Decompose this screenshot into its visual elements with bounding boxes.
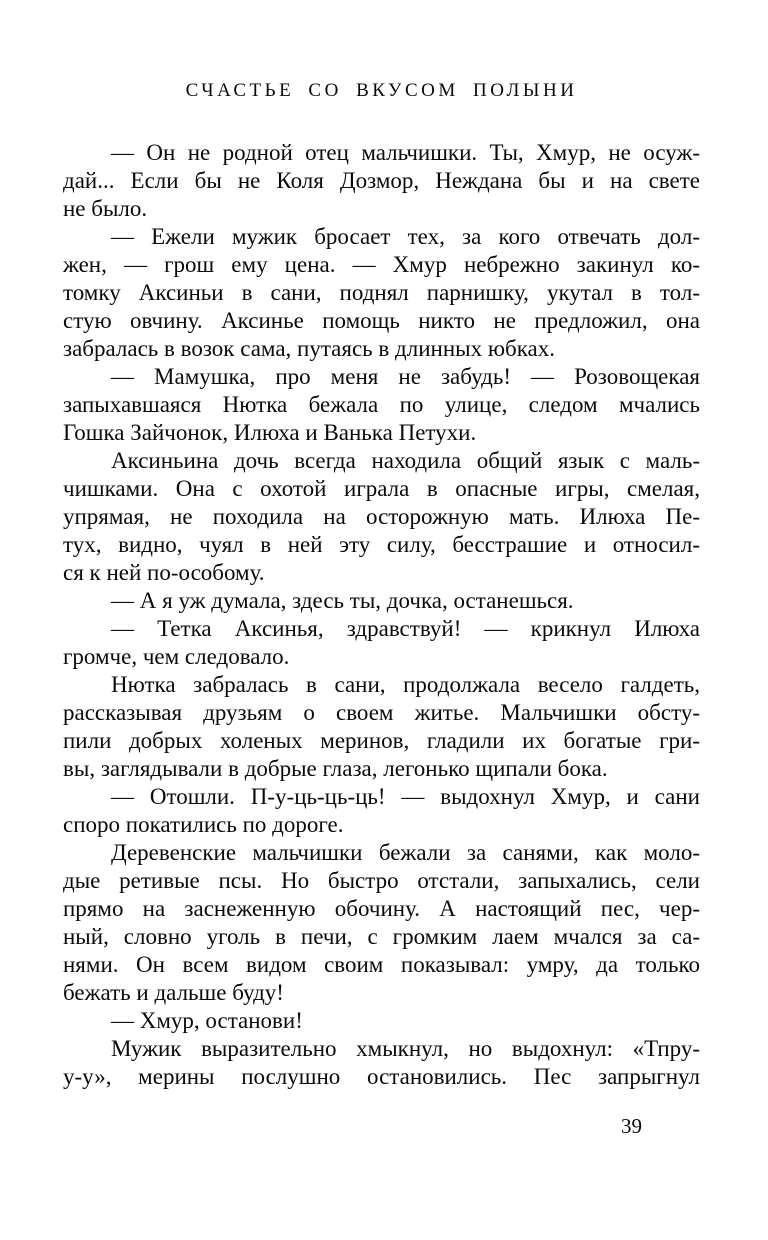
text-line: чишками. Она с охотой играла в опасные игры, смелая, <box>63 476 700 501</box>
text-line: Аксиньина дочь всегда находила общий язык с маль- <box>111 448 700 473</box>
text-line: Мужик выразительно хмыкнул, но выдохнул: «Тпру- <box>111 1036 700 1061</box>
text-line: у-у», мерины послушно остановились. Пес запрыгнул <box>63 1064 700 1089</box>
text-line: — Отошли. П-у-ць-ць-ць! — выдохнул Хмур, и сани <box>111 784 700 809</box>
text-line: томку Аксиньи в сани, поднял парнишку, укутал в тол- <box>63 280 700 305</box>
text-line: — Тетка Аксинья, здравствуй! — крикнул Илюха <box>111 616 700 641</box>
text-line: дые ретивые псы. Но быстро отстали, запыхались, сели <box>63 868 700 893</box>
text-block <box>63 139 700 1091</box>
text-line: ся к ней по-особому. <box>63 560 265 585</box>
text-line: бежать и дальше буду! <box>63 980 284 1005</box>
text-line: ный, словно уголь в печи, с громким лаем мчался за са- <box>63 924 700 949</box>
text-line: Гошка Зайчонок, Илюха и Ванька Петухи. <box>63 420 477 445</box>
text-line: громче, чем следовало. <box>63 644 290 669</box>
text-line: запыхавшаяся Нютка бежала по улице, следом мчались <box>63 392 700 417</box>
text-line: нями. Он всем видом своим показывал: умру, да только <box>63 952 700 977</box>
text-line: дай... Если бы не Коля Дозмор, Неждана бы и на свете <box>63 168 700 193</box>
running-head: СЧАСТЬЕ СО ВКУСОМ ПОЛЫНИ <box>185 80 578 101</box>
text-line: Нютка забралась в сани, продолжала весело галдеть, <box>111 672 700 697</box>
text-line: пили добрых холеных меринов, гладили их богатые гри- <box>63 728 700 753</box>
text-line: — А я уж думала, здесь ты, дочка, останешься. <box>111 588 574 613</box>
text-line: — Он не родной отец мальчишки. Ты, Хмур, не осуж- <box>111 140 700 165</box>
text-line: стую овчину. Аксинье помощь никто не предложил, она <box>63 308 700 333</box>
text-line: прямо на заснеженную обочину. А настоящий пес, чер- <box>63 896 700 921</box>
text-line: не было. <box>63 196 148 221</box>
text-line: упрямая, не походила на осторожную мать. Илюха Пе- <box>63 504 700 529</box>
text-line: споро покатились по дороге. <box>63 812 344 837</box>
text-line: — Хмур, останови! <box>111 1008 303 1033</box>
page-number: 39 <box>621 1114 642 1138</box>
text-line: забралась в возок сама, путаясь в длинных юбках. <box>63 336 555 361</box>
text-line: жен, — грош ему цена. — Хмур небрежно закинул ко- <box>63 252 700 277</box>
text-line: рассказывая друзьям о своем житье. Мальчишки обсту- <box>63 700 700 725</box>
text-line: вы, заглядывали в добрые глаза, легонько щипали бока. <box>63 756 608 781</box>
text-line: — Мамушка, про меня не забудь! — Розовощекая <box>111 364 700 389</box>
text-line: тух, видно, чуял в ней эту силу, бесстрашие и относил- <box>63 532 700 557</box>
text-line: Деревенские мальчишки бежали за санями, как моло- <box>111 840 700 865</box>
text-line: — Ежели мужик бросает тех, за кого отвечать дол- <box>111 224 700 249</box>
